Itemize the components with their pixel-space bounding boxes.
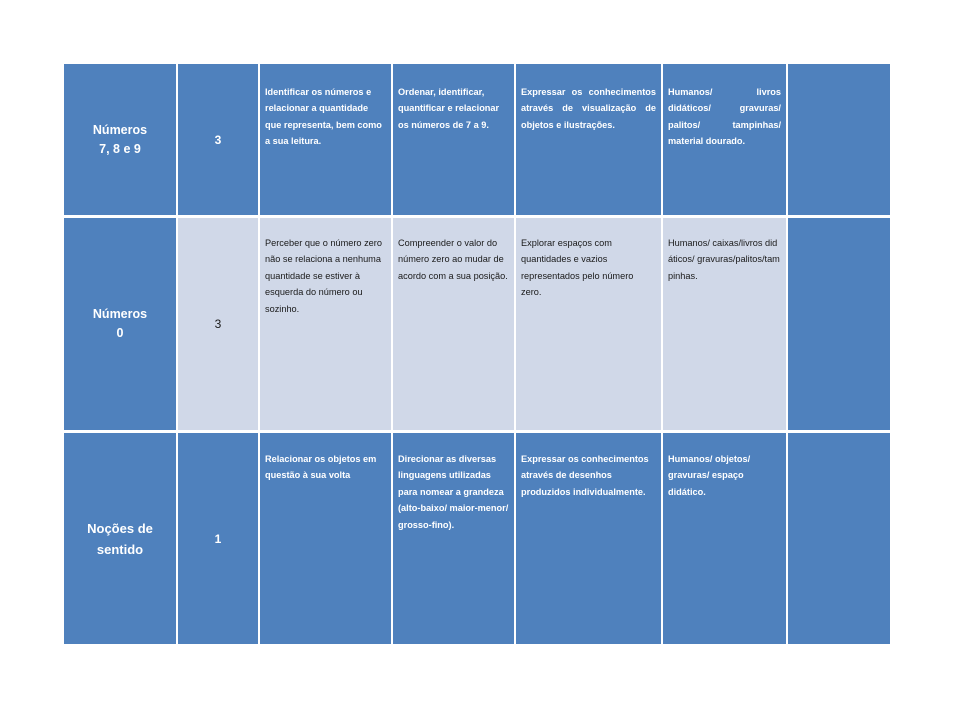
count-cell: [178, 218, 258, 430]
topic-line1: Noções de: [87, 520, 153, 536]
count-value: 3: [214, 132, 222, 147]
topic-line2: 7, 8 e 9: [99, 141, 141, 156]
content-cell: Direcionar as diversas linguagens utilizadas para nomear a grandeza (alto-baixo/ maior-menor/ grosso-fino).: [393, 433, 514, 644]
content-cell: Ordenar, identificar, quantificar e relacionar os números de 7 a 9.: [393, 64, 514, 215]
topic-cell: [64, 433, 176, 644]
method-cell: Expressar os conhecimentos através de desenhos produzidos individualmente.: [516, 433, 661, 644]
lesson-plan-table: [64, 64, 884, 644]
method-cell: Explorar espaços com quantidades e vazios representados pelo número zero.: [516, 218, 661, 430]
count-value: 1: [214, 531, 222, 546]
topic-cell: [64, 64, 176, 215]
resources-cell: Humanos/ objetos/ gravuras/ espaço didático.: [663, 433, 786, 644]
objective-cell: Perceber que o número zero não se relaciona a nenhuma quantidade se estiver à esquerda do número ou sozinho.: [260, 218, 391, 430]
method-cell: Expressar os conhecimentos através de visualização de objetos e ilustrações.: [516, 64, 661, 215]
count-cell: [178, 433, 258, 644]
extra-cell: [788, 218, 890, 430]
content-cell: Compreender o valor do número zero ao mudar de acordo com a sua posição.: [393, 218, 514, 430]
extra-cell: [788, 433, 890, 644]
objective-cell: Relacionar os objetos em questão à sua volta: [260, 433, 391, 644]
topic-line1: Números: [92, 307, 148, 321]
topic-line1: Números: [92, 122, 148, 137]
count-value: 3: [214, 317, 222, 331]
count-cell: [178, 64, 258, 215]
objective-cell: Identificar os números e relacionar a quantidade que representa, bem como a sua leitura.: [260, 64, 391, 215]
resources-cell: Humanos/ caixas/livros didáticos/ gravuras/palitos/tampinhas.: [663, 218, 786, 430]
extra-cell: [788, 64, 890, 215]
topic-line2: sentido: [96, 541, 144, 557]
resources-cell: Humanos/ livros didáticos/ gravuras/ palitos/ tampinhas/ material dourado.: [663, 64, 786, 215]
topic-line2: 0: [116, 326, 124, 340]
topic-cell: [64, 218, 176, 430]
